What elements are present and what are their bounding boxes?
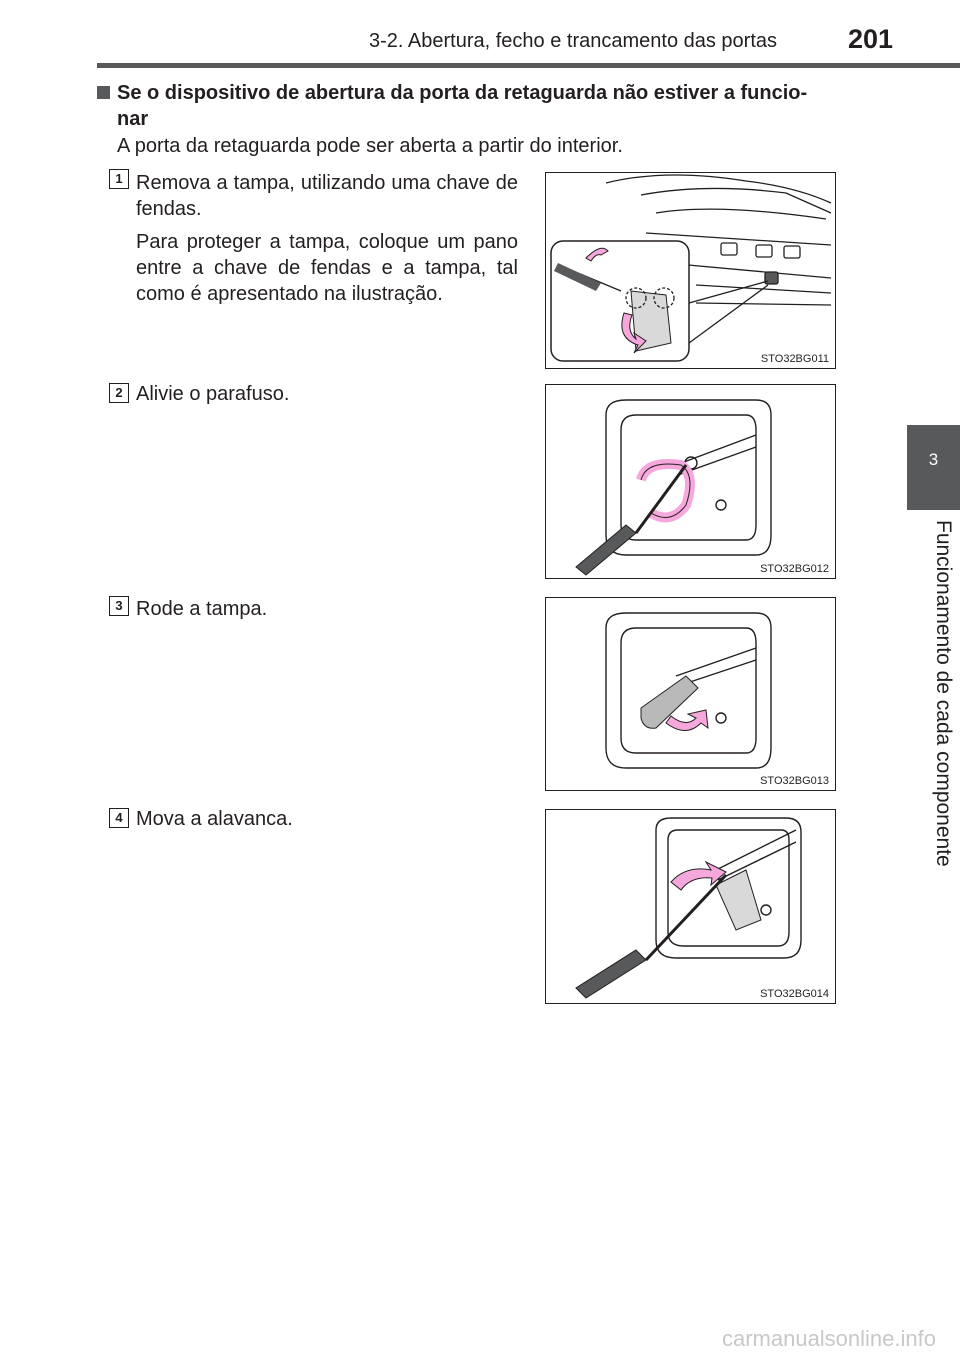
step-number-badge: 1 xyxy=(109,169,129,189)
step-1-illustration xyxy=(545,172,836,369)
step-number-badge: 2 xyxy=(109,383,129,403)
tailgate-cover-removal-drawing xyxy=(546,173,837,370)
move-lever-drawing xyxy=(546,810,837,1005)
loosen-screw-drawing xyxy=(546,385,837,580)
step-text: Remova a tampa, utilizando uma chave de fendas. xyxy=(136,172,518,220)
figure-code: STO32BG012 xyxy=(760,563,829,575)
chapter-number: 3 xyxy=(928,450,939,469)
watermark: carmanualsonline.info xyxy=(721,1326,936,1351)
step-text: Mova a alavanca. xyxy=(136,808,293,830)
figure-code: STO32BG014 xyxy=(760,988,829,1000)
heading-line1: Se o dispositivo de abertura da porta da retaguarda não estiver a funcio- xyxy=(117,82,808,104)
page-number: 201 xyxy=(848,24,894,54)
step-3-illustration xyxy=(545,597,836,791)
section-heading xyxy=(97,80,877,132)
heading-square-icon xyxy=(97,86,110,99)
step-4-illustration xyxy=(545,809,836,1004)
running-header-title: 3-2. Abertura, fecho e trancamento das portas xyxy=(369,30,778,52)
figure-code: STO32BG011 xyxy=(760,353,829,365)
header-rule xyxy=(97,63,960,68)
figure-code: STO32BG013 xyxy=(760,775,829,787)
section-intro: A porta da retaguarda pode ser aberta a partir do interior. xyxy=(117,135,623,157)
chapter-title: Funcionamento de cada componente xyxy=(932,520,955,867)
heading-line2: nar xyxy=(117,108,149,130)
step-number-badge: 4 xyxy=(109,808,129,828)
step-note: Para proteger a tampa, coloque um pano entre a chave de fendas e a tampa, tal como é apresentado na ilustração. xyxy=(136,231,518,305)
step-2-illustration xyxy=(545,384,836,579)
step-text: Rode a tampa. xyxy=(136,598,268,620)
rotate-cover-drawing xyxy=(546,598,837,792)
step-number-badge: 3 xyxy=(109,596,129,616)
step-text: Alivie o parafuso. xyxy=(136,383,290,405)
